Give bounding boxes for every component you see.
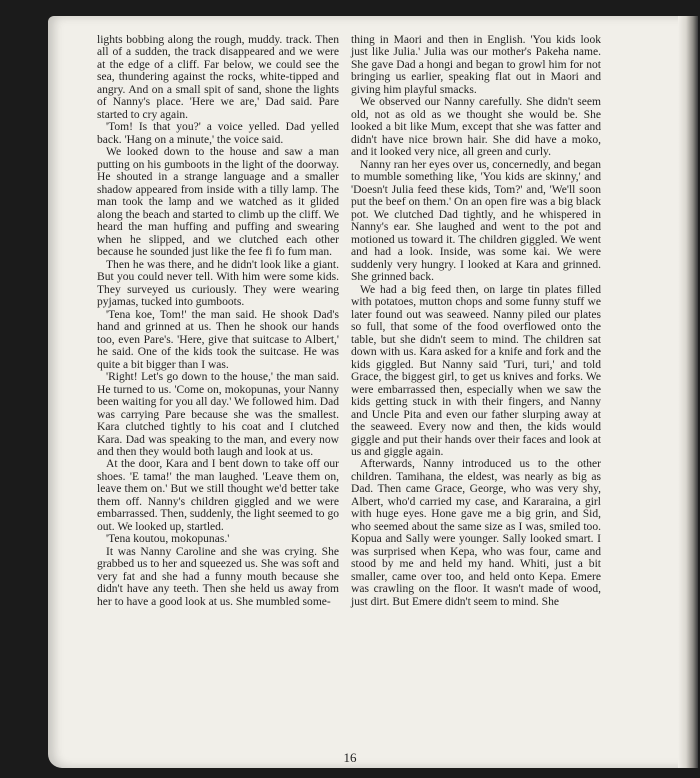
paragraph: lights bobbing along the rough, muddy. track. Then all of a sudden, the track disappeared and we were at the edge of a cliff. Far below, we could see the sea, thundering against the rocks, white-tipped and angry. And on a small spit of sand, shone the lights of Nanny's place. 'Here we are,' Dad said. Pare started to cry again. (97, 34, 339, 121)
paragraph: At the door, Kara and I bent down to take off our shoes. 'E tama!' the man laughed. 'Leave them on, leave them on.' But we still thought we'd better take them off. Nanny's children giggled and we were embarrassed. Then, suddenly, the light seemed to go out. We looked up, startled. (97, 458, 339, 533)
text-column-right (351, 34, 601, 608)
paragraph: It was Nanny Caroline and she was crying. She grabbed us to her and squeezed us. She was soft and very fat and she had a funny mouth because she didn't have any teeth. Then she held us away from her to have a good look at us. She mumbled some- (97, 545, 339, 608)
paragraph: 'Tena koutou, mokopunas.' (106, 533, 230, 546)
page-number: 16 (343, 750, 357, 765)
paragraph: We looked down to the house and saw a man putting on his gumboots in the light of the doorway. He shouted in a strange language and a smaller shadow appeared from inside with a tilly lamp. The man took the lamp and we watched as it glided along the beach and started to climb up the cliff. We heard the man huffing and puffing and swearing when he slipped, and we clutched each other because he sounded just like the fee fi fo fum man. (97, 146, 339, 259)
paragraph: Then he was there, and he didn't look like a giant. But you could never tell. With him were some kids. They surveyed us curiously. They were wearing pyjamas, tucked into gumboots. (97, 258, 339, 309)
text-column-left (97, 34, 339, 608)
paragraph: 'Right! Let's go down to the house,' the man said. He turned to us. 'Come on, mokopunas, your Nanny been waiting for you all day.' We followed him. Dad was carrying Pare because she was the smallest. Kara clutched tightly to his coat and I clutched Kara. Dad was speaking to the man, and every now and then they would both laugh and look at us. (97, 371, 339, 458)
paragraph: We observed our Nanny carefully. She didn't seem old, not as old as we thought she would be. She looked a bit like Mum, except that she was fatter and didn't have nice brown hair. She did have a moko, and it looked very nice, all green and curly. (351, 96, 601, 159)
paragraph: thing in Maori and then in English. 'You kids look just like Julia.' Julia was our mother's Pakeha name. She gave Dad a hongi and began to growl him for not bringing us earlier, speaking flat out in Maori and giving him playful smacks. (351, 34, 601, 96)
page-gutter-shadow (678, 16, 698, 768)
paragraph: Nanny ran her eyes over us, concernedly, and began to mumble something like, 'You kids are skinny,' and 'Doesn't Julia feed these kids, Tom?' and, 'We'll soon put the beef on them.' On an open fire was a big black pot. We clutched Dad tightly, and he whispered in Nanny's ear. She laughed and went to the pot and motioned us toward it. The children giggled. We went and had a look. Inside, was some kai. We were suddenly very hungry. I looked at Kara and grinned. She grinned back. (351, 158, 601, 284)
paragraph: 'Tom! Is that you?' a voice yelled. Dad yelled back. 'Hang on a minute,' the voice said. (97, 121, 339, 146)
paragraph: 'Tena koe, Tom!' the man said. He shook Dad's hand and grinned at us. Then he shook our hands too, even Pare's. 'Here, give that suitcase to Albert,' he said. One of the kids took the suitcase. He was quite a bit bigger than I was. (97, 308, 339, 371)
paragraph: Afterwards, Nanny introduced us to the other children. Tamihana, the eldest, was nearly as big as Dad. Then came Grace, George, who was very shy, Albert, who'd carried my case, and Kararaina, a girl with huge eyes. Hone gave me a big grin, and Sid, who seemed about the same size as I was, smiled too. Kopua and Sally were younger. Sally looked smart. I was surprised when Kepa, who was four, came and stood by me and held my hand. Whiti, just a bit smaller, came over too, and held onto Kepa. Emere was crawling on the floor. It wasn't made of wood, just dirt. But Emere didn't seem to mind. She (351, 458, 601, 608)
paragraph: We had a big feed then, on large tin plates filled with potatoes, mutton chops and some funny stuff we later found out was seaweed. Nanny piled our plates so full, that some of the food overflowed onto the table, but she didn't seem to mind. The children sat down with us. Kara asked for a knife and fork and the kids giggled. But Nanny said 'Turi, turi,' and told Grace, the biggest girl, to get us knives and forks. We were embarrassed then, especially when we saw the kids getting stuck in with their fingers, and Nanny and Uncle Pita and even our father slurping away at the seaweed. Every now and then, the kids would giggle and put their hands over their faces and look at us and giggle again. (351, 283, 601, 458)
